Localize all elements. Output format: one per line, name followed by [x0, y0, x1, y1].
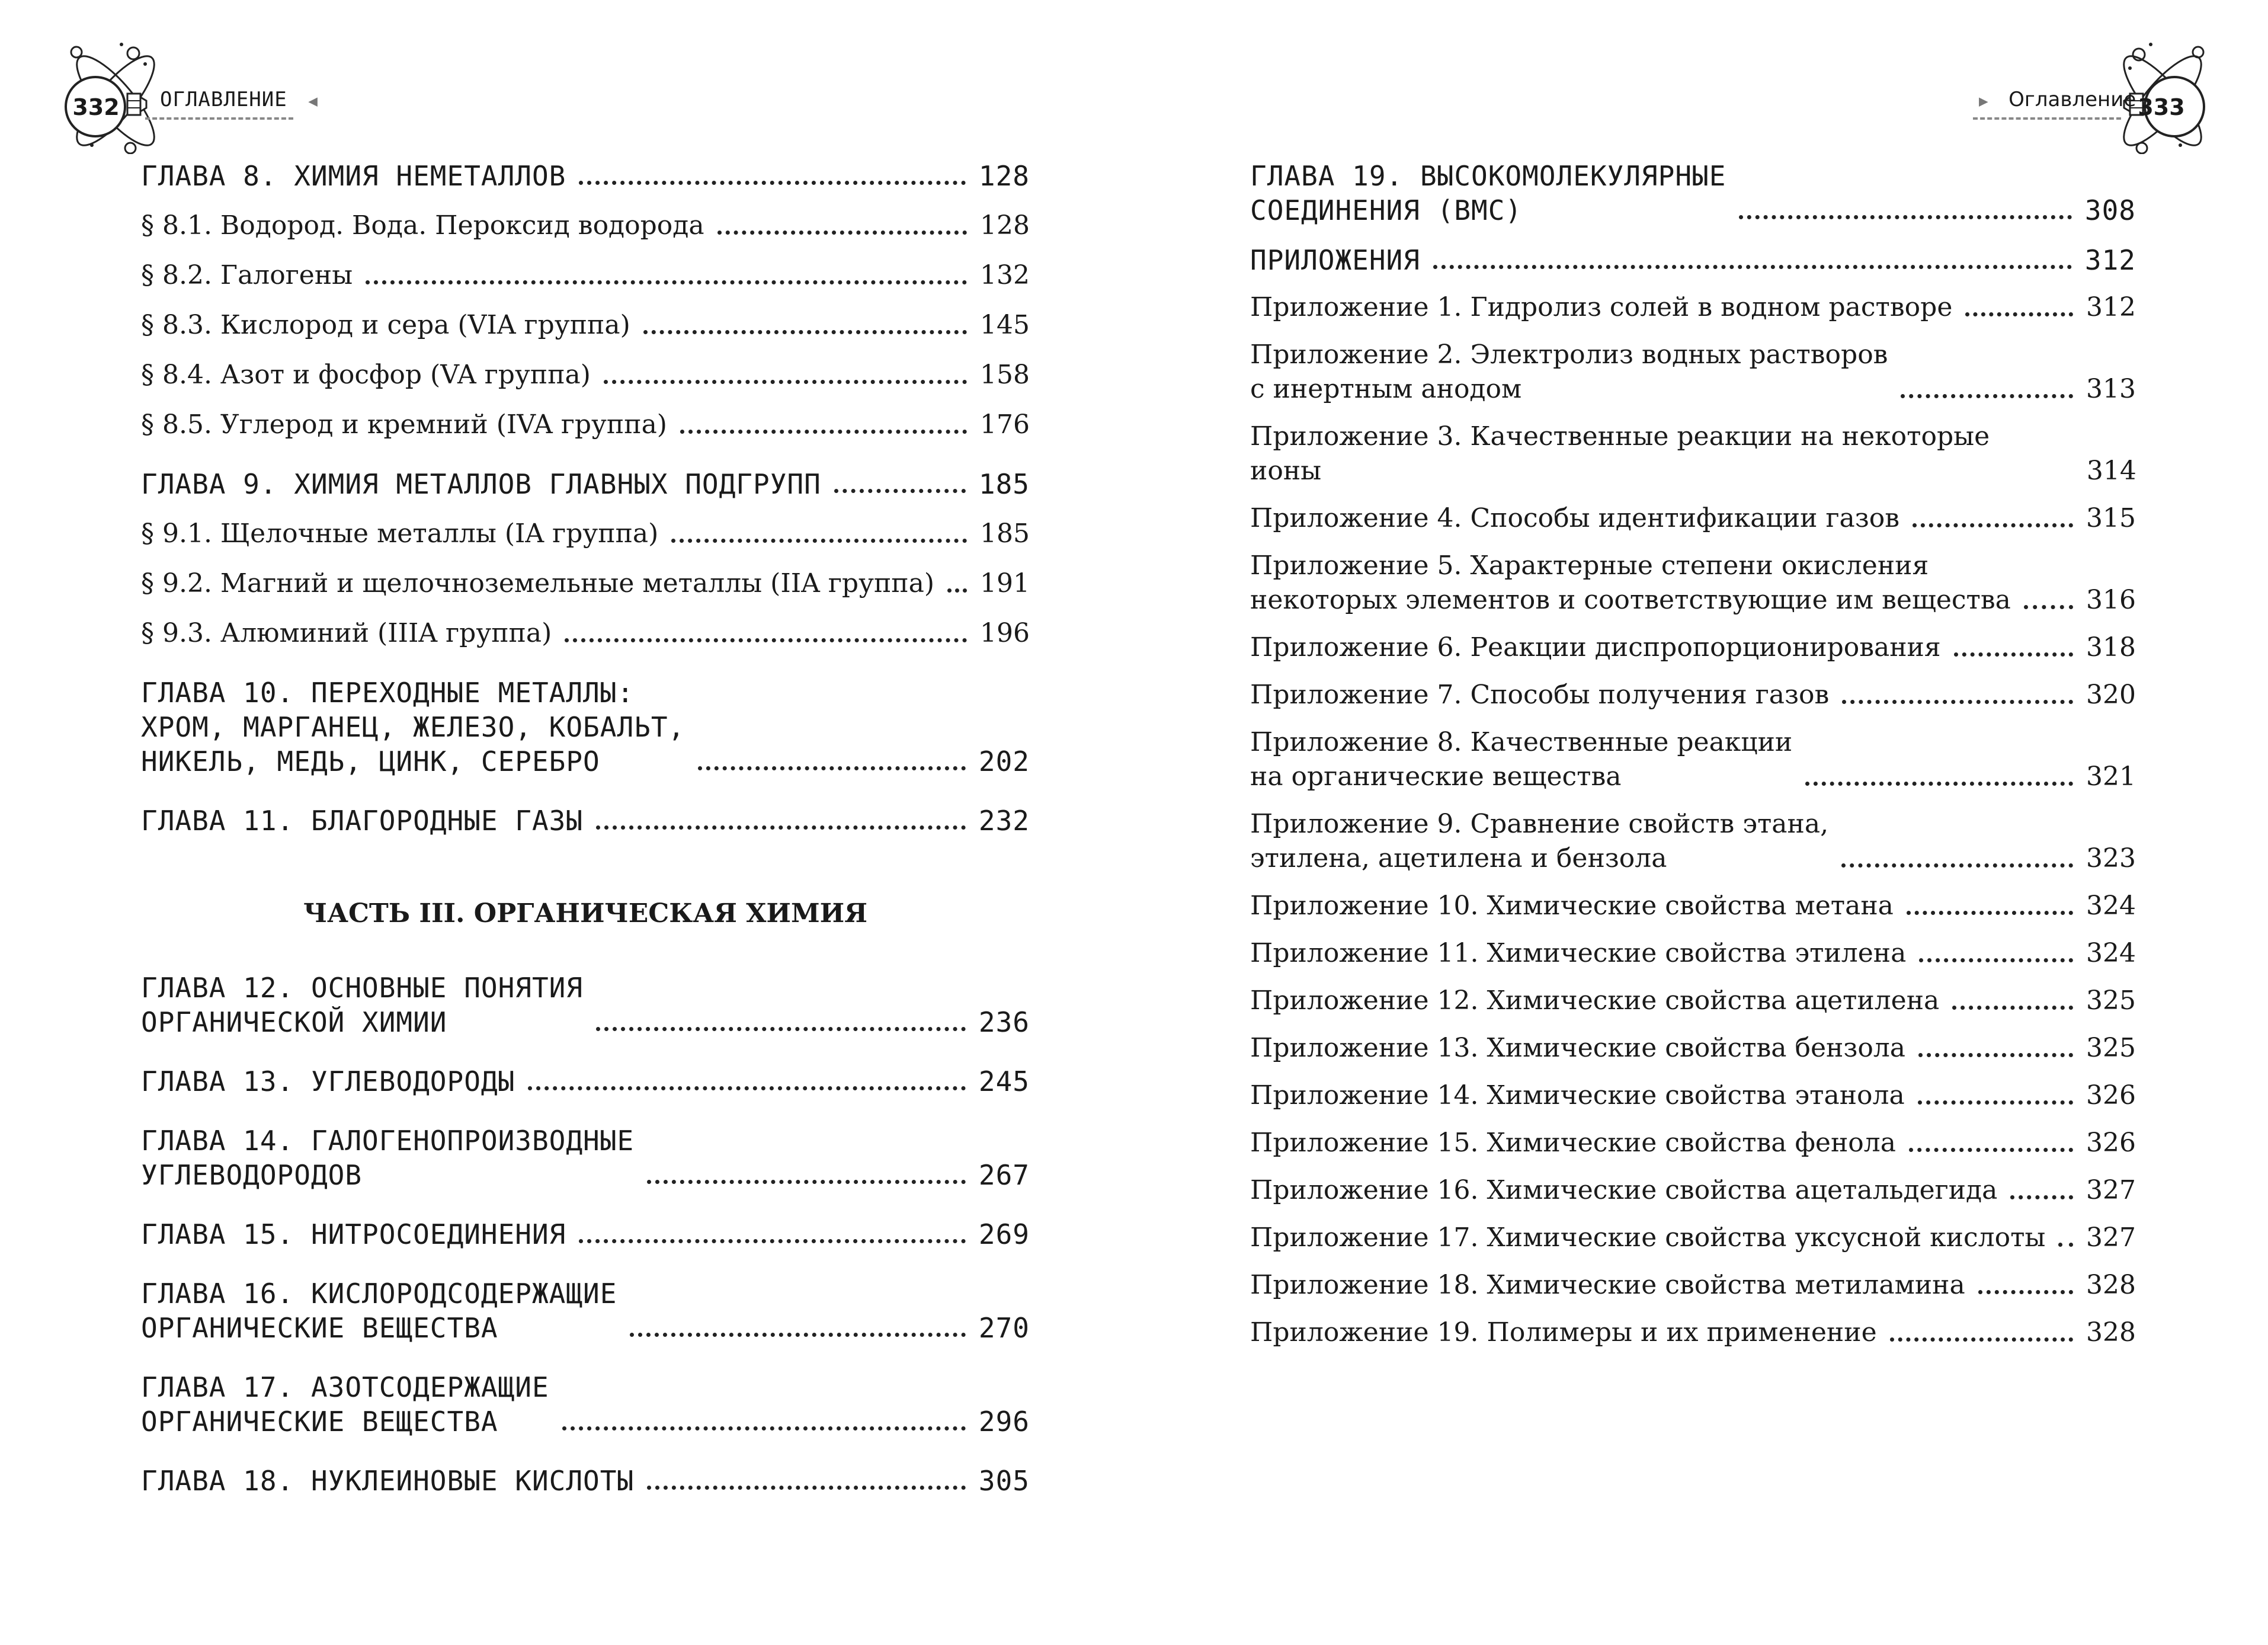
dot-leader — [1842, 700, 2073, 704]
entry-title: Приложение 11. Химические свойства этилена — [1250, 938, 1907, 968]
entry-page-number: 316 — [2086, 585, 2136, 615]
dot-leader — [596, 1027, 966, 1031]
toc-section-entry[interactable] — [1250, 1031, 2136, 1065]
left-page-number: 332 — [72, 94, 120, 120]
toc-section-entry[interactable] — [1250, 1221, 2136, 1255]
entry-page-number: 323 — [2086, 843, 2136, 873]
entry-page-number: 318 — [2086, 632, 2136, 663]
toc-section-entry[interactable] — [141, 517, 1030, 551]
entry-page-number: 191 — [980, 568, 1030, 599]
toc-section-entry[interactable] — [1250, 1316, 2136, 1350]
right-page-number: 333 — [2138, 94, 2185, 120]
toc-section-entry[interactable] — [1250, 725, 2136, 794]
entry-page-number: 321 — [2086, 761, 2136, 792]
dot-leader — [2024, 605, 2073, 609]
entry-title: Приложение 4. Способы идентификации газов — [1250, 503, 1900, 533]
toc-section-entry[interactable] — [1250, 1126, 2136, 1160]
entry-title: Приложение 16. Химические свойства ацетальдегида — [1250, 1175, 1998, 1205]
dot-leader — [1978, 1290, 2073, 1294]
toc-section-entry[interactable] — [1250, 631, 2136, 665]
entry-title: ГЛАВА 8. ХИМИЯ НЕМЕТАЛЛОВ — [141, 160, 566, 192]
toc-section-entry[interactable] — [1250, 984, 2136, 1018]
entry-title: § 9.3. Алюминий (IIIA группа) — [141, 618, 552, 648]
dot-leader — [1805, 782, 2073, 786]
dot-leader — [1965, 312, 2073, 316]
toc-section-entry[interactable] — [1250, 290, 2136, 325]
entry-title: Приложение 12. Химические свойства ацетилена — [1250, 985, 1940, 1016]
dot-leader — [1918, 1100, 2073, 1105]
toc-section-entry[interactable] — [1250, 549, 2136, 617]
entry-title: § 8.5. Углерод и кремний (IVA группа) — [141, 409, 667, 440]
entry-title: § 8.2. Галогены — [141, 260, 353, 290]
toc-chapter-entry[interactable] — [141, 676, 1030, 779]
dot-leader — [680, 430, 967, 434]
toc-left-column — [141, 159, 1030, 1498]
entry-page-number: 328 — [2086, 1270, 2136, 1300]
toc-chapter-entry[interactable] — [141, 1124, 1030, 1192]
entry-title: ГЛАВА 19. ВЫСОКОМОЛЕКУЛЯРНЫЕ СОЕДИНЕНИЯ (ВМС) — [1250, 160, 1726, 226]
dot-leader — [1890, 1337, 2073, 1342]
entry-title: Приложение 7. Способы получения газов — [1250, 680, 1830, 710]
entry-title: Приложение 9. Сравнение свойств этана, этилена, ацетилена и бензола — [1250, 809, 1829, 873]
toc-chapter-entry[interactable] — [141, 971, 1030, 1039]
entry-page-number: 312 — [2084, 244, 2136, 276]
dot-leader — [1918, 1053, 2073, 1057]
entry-title: Приложение 17. Химические свойства уксусной кислоты — [1250, 1222, 2046, 1253]
entry-page-number: 132 — [980, 260, 1030, 290]
entry-title: Приложение 6. Реакции диспропорционирования — [1250, 632, 1941, 663]
entry-title: Приложение 18. Химические свойства метиламина — [1250, 1270, 1965, 1300]
entry-page-number: 158 — [980, 360, 1030, 390]
right-section-title: Оглавление — [2008, 88, 2136, 111]
entry-page-number: 236 — [978, 1006, 1030, 1038]
toc-chapter-entry[interactable] — [141, 467, 1030, 501]
dot-leader — [2010, 1195, 2073, 1199]
entry-title: Приложение 13. Химические свойства бензола — [1250, 1033, 1906, 1063]
entry-page-number: 145 — [980, 310, 1030, 340]
entry-page-number: 185 — [980, 519, 1030, 549]
dot-leader — [647, 1180, 966, 1184]
toc-chapter-entry[interactable] — [141, 159, 1030, 193]
entry-title: ГЛАВА 9. ХИМИЯ МЕТАЛЛОВ ГЛАВНЫХ ПОДГРУПП — [141, 468, 821, 500]
toc-chapter-entry[interactable] — [1250, 243, 2136, 277]
toc-chapter-entry[interactable] — [141, 804, 1030, 838]
toc-right-column — [1250, 159, 2136, 1350]
left-header-divider — [145, 117, 293, 120]
dot-leader — [671, 539, 967, 543]
entry-page-number: 269 — [978, 1218, 1030, 1250]
toc-section-entry[interactable] — [141, 258, 1030, 293]
dot-leader — [1954, 652, 2073, 657]
entry-title: § 8.3. Кислород и сера (VIA группа) — [141, 310, 630, 340]
dot-leader — [2058, 1243, 2073, 1247]
entry-title: Приложение 8. Качественные реакции на органические вещества — [1250, 727, 1793, 792]
entry-page-number: 296 — [978, 1406, 1030, 1438]
toc-chapter-entry[interactable] — [141, 1217, 1030, 1252]
part-heading: ЧАСТЬ III. ОРГАНИЧЕСКАЯ ХИМИЯ — [303, 898, 868, 929]
entry-page-number: 308 — [2084, 194, 2136, 226]
left-section-title: ОГЛАВЛЕНИЕ — [160, 88, 287, 111]
entry-page-number: 176 — [980, 409, 1030, 440]
toc-section-entry[interactable] — [1250, 420, 2136, 488]
entry-title: Приложение 5. Характерные степени окисления некоторых элементов и соответствующие им вещества — [1250, 551, 2011, 615]
entry-page-number: 312 — [2086, 292, 2136, 322]
entry-page-number: 325 — [2086, 1033, 2136, 1063]
dot-leader — [596, 825, 966, 830]
entry-title: ПРИЛОЖЕНИЯ — [1250, 244, 1420, 276]
toc-section-entry[interactable] — [1250, 678, 2136, 712]
entry-title: ГЛАВА 16. КИСЛОРОДСОДЕРЖАЩИЕ ОРГАНИЧЕСКИЕ ВЕЩЕСТВА — [141, 1278, 617, 1344]
dot-leader — [1841, 863, 2073, 868]
dot-leader — [604, 380, 967, 384]
toc-section-entry[interactable] — [1250, 1173, 2136, 1208]
toc-chapter-entry[interactable] — [141, 1370, 1030, 1439]
entry-title: Приложение 2. Электролиз водных растворов с инертным анодом — [1250, 340, 1888, 404]
entry-page-number: 324 — [2086, 938, 2136, 968]
toc-section-entry[interactable] — [1250, 1268, 2136, 1302]
toc-section-entry[interactable] — [141, 209, 1030, 243]
entry-page-number: 326 — [2086, 1080, 2136, 1110]
entry-page-number: 196 — [980, 618, 1030, 648]
dot-leader — [1739, 215, 2071, 219]
entry-page-number: 128 — [980, 210, 1030, 241]
entry-title: ГЛАВА 12. ОСНОВНЫЕ ПОНЯТИЯ ОРГАНИЧЕСКОЙ ХИМИИ — [141, 972, 584, 1038]
dot-leader — [947, 588, 967, 593]
dot-leader — [643, 330, 967, 334]
entry-title: Приложение 19. Полимеры и их применение — [1250, 1317, 1877, 1348]
dot-leader — [562, 1426, 966, 1430]
entry-page-number: 270 — [978, 1312, 1030, 1344]
dot-leader — [1907, 911, 2073, 915]
entry-page-number: 327 — [2086, 1222, 2136, 1253]
entry-page-number: 328 — [2086, 1317, 2136, 1348]
dot-leader — [630, 1333, 965, 1337]
entry-title: Приложение 10. Химические свойства метана — [1250, 891, 1894, 921]
toc-section-entry[interactable] — [1250, 889, 2136, 923]
dot-leader — [1913, 523, 2073, 527]
entry-page-number: 267 — [978, 1159, 1030, 1191]
left-section-header — [160, 88, 318, 113]
toc-section-entry[interactable] — [1250, 1078, 2136, 1113]
entry-title: Приложение 3. Качественные реакции на некоторые ионы — [1250, 421, 1990, 486]
dot-leader — [698, 766, 966, 770]
triangle-right-icon: ▶ — [1979, 92, 1988, 110]
triangle-left-icon: ◀ — [308, 92, 318, 110]
dot-leader — [528, 1086, 966, 1090]
toc-section-entry[interactable] — [141, 616, 1030, 651]
dot-leader — [1901, 394, 2073, 398]
entry-title: ГЛАВА 15. НИТРОСОЕДИНЕНИЯ — [141, 1218, 566, 1250]
entry-title: ГЛАВА 18. НУКЛЕИНОВЫЕ КИСЛОТЫ — [141, 1465, 635, 1497]
entry-page-number: 315 — [2086, 503, 2136, 533]
toc-section-entry[interactable] — [1250, 807, 2136, 876]
entry-page-number: 325 — [2086, 985, 2136, 1016]
entry-page-number: 320 — [2086, 680, 2136, 710]
entry-title: § 9.2. Магний и щелочноземельные металлы (IIA группа) — [141, 568, 935, 599]
entry-title: § 8.1. Водород. Вода. Пероксид водорода — [141, 210, 704, 241]
entry-page-number: 324 — [2086, 891, 2136, 921]
toc-section-entry[interactable] — [1250, 936, 2136, 971]
entry-title: ГЛАВА 11. БЛАГОРОДНЫЕ ГАЗЫ — [141, 805, 584, 837]
dot-leader — [366, 280, 967, 284]
entry-page-number: 245 — [978, 1065, 1030, 1097]
entry-title: § 9.1. Щелочные металлы (IA группа) — [141, 519, 659, 549]
dot-leader — [717, 231, 967, 235]
entry-title: Приложение 1. Гидролиз солей в водном растворе — [1250, 292, 1953, 322]
dot-leader — [834, 489, 966, 493]
entry-title: § 8.4. Азот и фосфор (VA группа) — [141, 360, 591, 390]
entry-title: ГЛАВА 17. АЗОТСОДЕРЖАЩИЕ ОРГАНИЧЕСКИЕ ВЕЩЕСТВА — [141, 1371, 549, 1438]
toc-chapter-entry[interactable] — [141, 1064, 1030, 1099]
toc-chapter-entry[interactable] — [1250, 159, 2136, 228]
entry-page-number: 327 — [2086, 1175, 2136, 1205]
toc-section-entry[interactable] — [141, 308, 1030, 343]
entry-title: ГЛАВА 14. ГАЛОГЕНОПРОИЗВОДНЫЕ УГЛЕВОДОРОДОВ — [141, 1125, 635, 1191]
dot-leader — [1952, 1006, 2073, 1010]
entry-page-number: 314 — [2086, 456, 2136, 486]
entry-page-number: 313 — [2086, 374, 2136, 404]
dot-leader — [565, 638, 967, 642]
entry-page-number: 185 — [978, 468, 1030, 500]
toc-chapter-entry[interactable] — [141, 1276, 1030, 1345]
dot-leader — [579, 181, 966, 185]
entry-title: Приложение 14. Химические свойства этанола — [1250, 1080, 1905, 1110]
entry-page-number: 232 — [978, 805, 1030, 837]
right-section-header — [1979, 88, 2136, 113]
toc-section-entry[interactable] — [141, 358, 1030, 392]
dot-leader — [1433, 265, 2072, 269]
right-header-divider — [1973, 117, 2121, 120]
entry-title: ГЛАВА 13. УГЛЕВОДОРОДЫ — [141, 1065, 515, 1097]
entry-page-number: 128 — [978, 160, 1030, 192]
dot-leader — [1909, 1148, 2073, 1152]
toc-section-entry[interactable] — [1250, 501, 2136, 536]
entry-title: Приложение 15. Химические свойства фенола — [1250, 1128, 1896, 1158]
entry-page-number: 202 — [978, 745, 1030, 777]
toc-section-entry[interactable] — [141, 408, 1030, 442]
toc-section-entry[interactable] — [141, 567, 1030, 601]
dot-leader — [1919, 958, 2073, 962]
dot-leader — [579, 1239, 966, 1243]
entry-title: ГЛАВА 10. ПЕРЕХОДНЫЕ МЕТАЛЛЫ: ХРОМ, МАРГАНЕЦ, ЖЕЛЕЗО, КОБАЛЬТ, НИКЕЛЬ, МЕДЬ, ЦИНК, СЕРЕБРО — [141, 677, 685, 777]
toc-chapter-entry[interactable] — [141, 1464, 1030, 1498]
dot-leader — [647, 1486, 966, 1490]
entry-page-number: 305 — [978, 1465, 1030, 1497]
toc-section-entry[interactable] — [1250, 338, 2136, 407]
entry-page-number: 326 — [2086, 1128, 2136, 1158]
